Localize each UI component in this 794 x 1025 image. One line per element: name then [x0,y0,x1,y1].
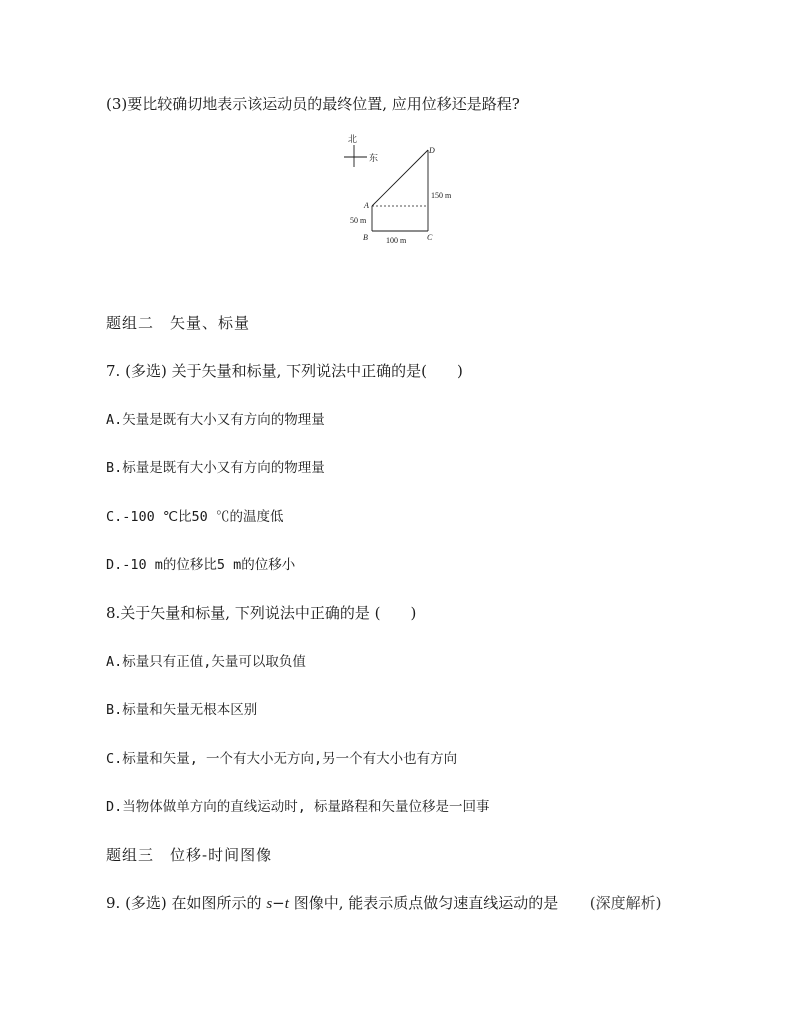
group-2-heading [106,313,250,333]
segment-AD [372,150,428,206]
q7-option-a-text: A.矢量是既有大小又有方向的物理量 [106,412,325,428]
q8-option-c [106,749,457,769]
q9-deep-analysis-note: (深度解析) [589,894,662,912]
q7-text: (多选) 关于矢量和标量, 下列说法中正确的是( [125,362,427,380]
q8-option-c-text: C.标量和矢量, 一个有大小无方向,另一个有大小也有方向 [106,751,458,767]
compass-east-label: 东 [369,153,379,163]
group-2-title: 题组二 矢量、标量 [106,314,251,332]
q8-close-paren: ) [410,604,417,622]
q7-option-b [106,458,325,478]
question-7-stem [106,361,463,381]
q8-option-d [106,797,490,817]
length-BC-label: 100 m [386,236,407,245]
question-6-part-3 [106,94,520,114]
q7-option-c [106,507,283,527]
q9-text-after: 图像中, 能表示质点做匀速直线运动的是 [288,894,559,912]
q7-option-b-text: B.标量是既有大小又有方向的物理量 [106,460,325,476]
q8-text: 8.关于矢量和标量, 下列说法中正确的是 ( [106,604,381,622]
q8-option-b-text: B.标量和矢量无根本区别 [106,702,258,718]
point-B-label: B [363,233,368,242]
length-AB-label: 50 m [350,216,367,225]
compass [344,133,378,167]
displacement-diagram [340,128,470,248]
q7-option-d-text: D.-10 m的位移比5 m的位移小 [106,557,296,573]
q7-close-paren: ) [456,362,463,380]
compass-north-label: 北 [348,134,358,144]
point-A-label: A [364,201,369,210]
q8-option-b [106,700,257,720]
length-CD-label: 150 m [431,191,452,200]
point-C-label: C [427,233,433,242]
q9-var-s: s [266,896,273,912]
q7-option-c-text: C.-100 ℃比50 ℃的温度低 [106,509,284,525]
q6-part3-text: (3)要比较确切地表示该运动员的最终位置, 应用位移还是路程? [106,95,520,113]
q9-dash: − [272,894,285,912]
q9-text-before: 9. (多选) 在如图所示的 [106,894,267,912]
q7-option-d [106,555,295,575]
question-9-stem [106,893,662,914]
question-8-stem [106,603,416,623]
q7-number: 7. [106,362,121,380]
q8-option-a-text: A.标量只有正值,矢量可以取负值 [106,654,306,670]
group-3-title: 题组三 位移-时间图像 [106,846,273,864]
q7-option-a [106,410,325,430]
q8-option-d-text: D.当物体做单方向的直线运动时, 标量路程和矢量位移是一回事 [106,799,490,815]
point-D-label: D [429,146,435,155]
q9-var-t: t [284,896,289,912]
group-3-heading [106,845,272,865]
q8-option-a [106,652,306,672]
